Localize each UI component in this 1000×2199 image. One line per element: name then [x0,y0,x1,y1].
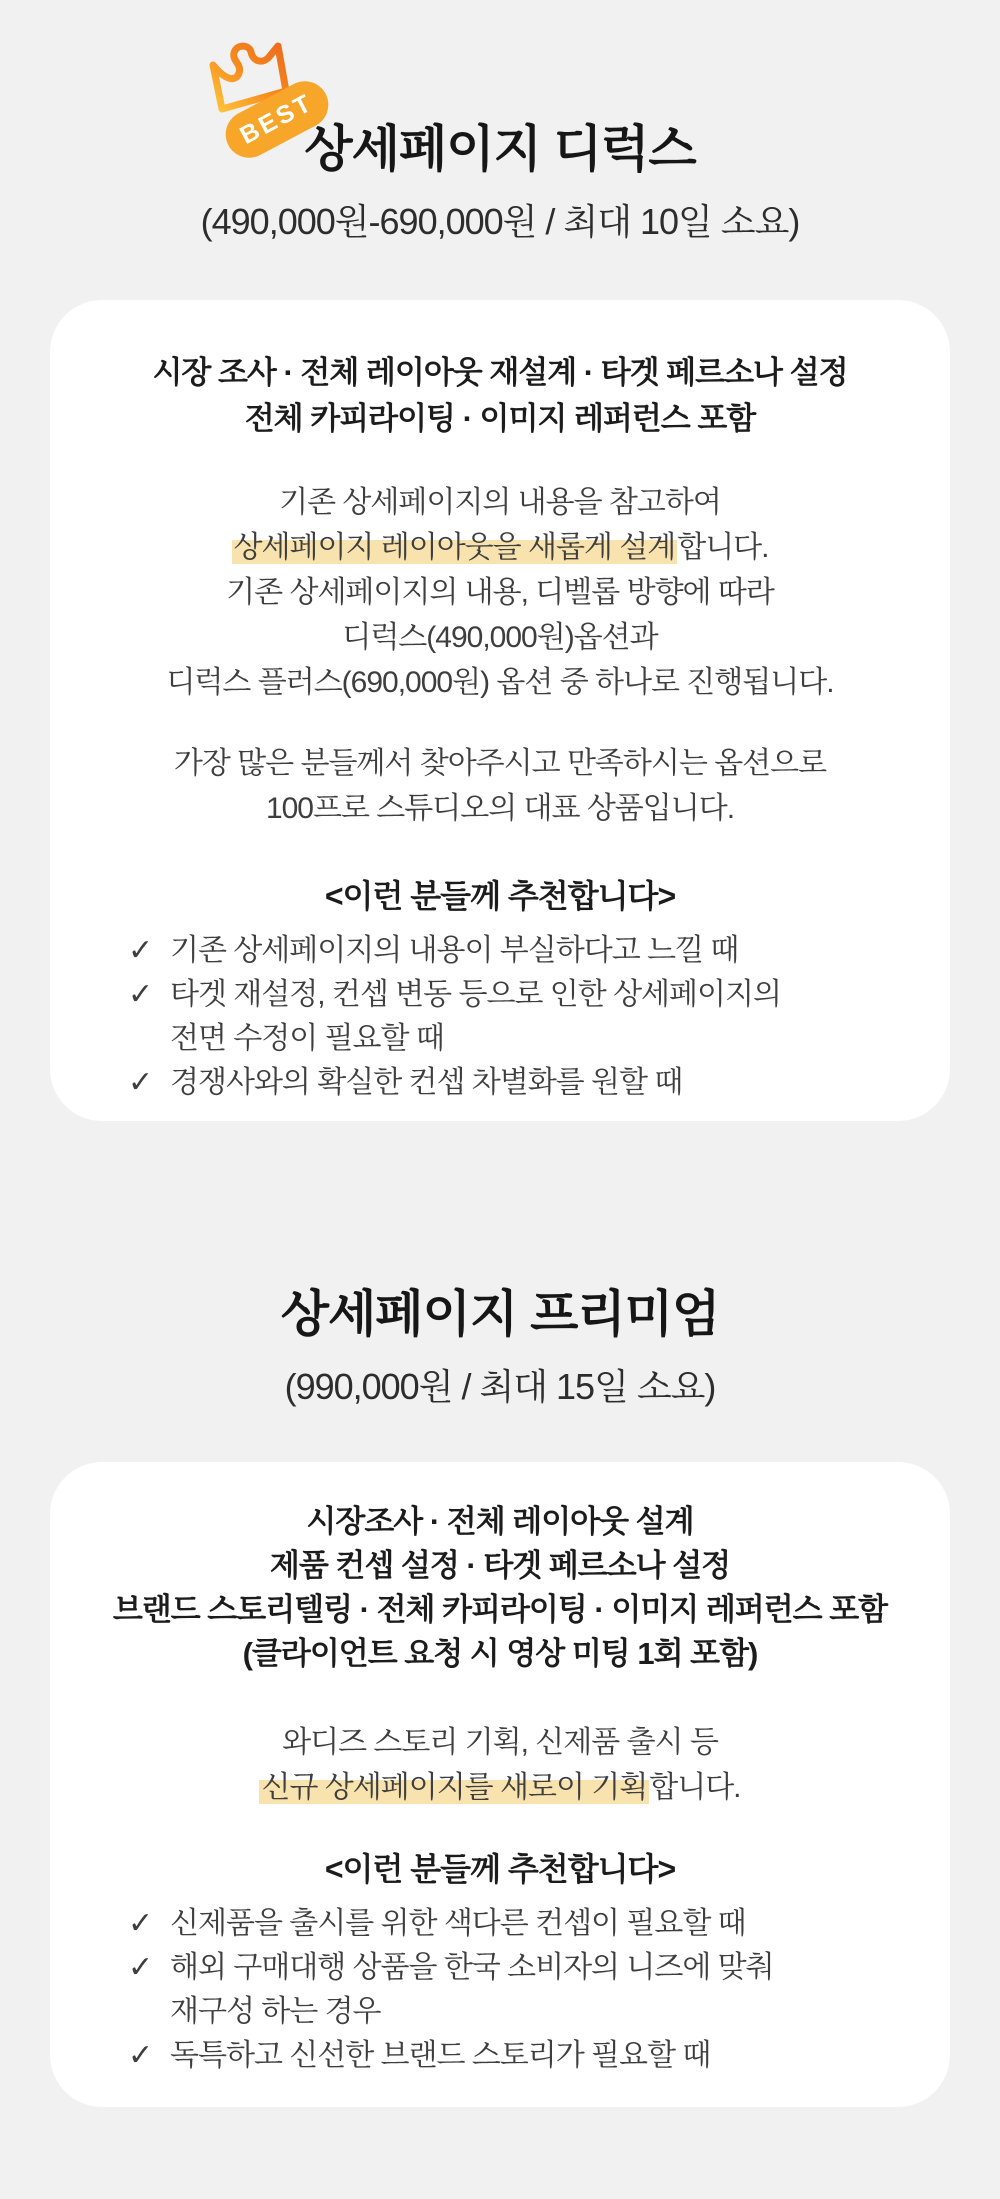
best-badge [206,40,386,175]
check-text-line: 해외 구매대행 상품을 한국 소비자의 니즈에 맞춰 [170,1951,774,1984]
included-line: 시장 조사 · 전체 레이아웃 재설계 · 타겟 페르소나 설정 [152,355,848,390]
premium-description [80,1720,920,1810]
description-line: 디럭스 플러스(690,000원) 옵션 중 하나로 진행됩니다. [166,666,834,699]
check-text: 독특하고 신선한 브랜드 스토리가 필요할 때 [170,2039,711,2072]
check-icon: ✓ [128,2039,153,2072]
description-line: 와디즈 스토리 기획, 신제품 출시 등 [282,1726,718,1759]
deluxe-recommend-title: <이런 분들께 추천합니다> [324,878,676,914]
check-text: 경쟁사와의 확실한 컨셉 차별화를 원할 때 [170,1066,683,1099]
deluxe-included-header [80,350,920,442]
deluxe-header [0,0,1000,242]
closing-line: 가장 많은 분들께서 찾아주시고 만족하시는 옵션으로 [173,747,827,780]
premium-card [50,1462,950,2107]
description-line: 기존 상세페이지의 내용을 참고하여 [279,486,721,519]
description-line: 기존 상세페이지의 내용, 디벨롭 방향에 따라 [226,576,774,609]
check-icon: ✓ [128,934,153,967]
included-line: 전체 카피라이팅 · 이미지 레퍼런스 포함 [244,401,756,436]
premium-price-subtitle: (990,000원 / 최대 15일 소요) [284,1366,716,1407]
check-icon: ✓ [128,1907,153,1940]
deluxe-title: 상세페이지 디럭스 [304,121,696,177]
description-line-highlighted [80,1765,920,1810]
check-item [128,973,920,1061]
check-text [170,1946,920,2034]
highlight-marker: 상세페이지 레이아웃을 새롭게 설계 [233,531,676,564]
check-icon: ✓ [128,1066,153,1099]
description-line-highlighted [80,525,920,570]
best-pill-label: BEST [235,88,319,150]
deluxe-description [80,480,920,705]
deluxe-closing [80,741,920,831]
premium-included-header [80,1500,920,1676]
premium-section [0,1121,1000,2107]
description-line: 디럭스(490,000원)옵션과 [342,621,658,654]
check-text: 신제품을 출시를 위한 색다른 컨셉이 필요할 때 [170,1907,746,1940]
check-icon: ✓ [128,1951,153,1984]
highlight-marker: 신규 상세페이지를 새로이 기획 [261,1771,648,1804]
included-line: (클라이언트 요청 시 영상 미팅 1회 포함) [242,1636,758,1671]
included-line: 시장조사 · 전체 레이아웃 설계 [306,1504,694,1539]
premium-title: 상세페이지 프리미엄 [280,1286,720,1342]
included-line: 브랜드 스토리텔링 · 전체 카피라이팅 · 이미지 레퍼런스 포함 [112,1592,888,1627]
premium-header [0,1121,1000,1407]
premium-checklist [80,1902,920,2078]
deluxe-checklist [80,929,920,1105]
highlight-rest: 합니다. [649,1771,741,1804]
check-item [128,1902,920,1946]
check-item [128,1061,920,1105]
check-item [128,1946,920,2034]
deluxe-price-subtitle: (490,000원-690,000원 / 최대 10일 소요) [200,201,800,242]
check-text-line: 타겟 재설정, 컨셉 변동 등으로 인한 상세페이지의 [170,978,781,1011]
deluxe-card [50,300,950,1121]
check-text-line: 전면 수정이 필요할 때 [170,1022,444,1055]
check-text-line: 재구성 하는 경우 [170,1995,381,2028]
check-text [170,973,920,1061]
included-line: 제품 컨셉 설정 · 타겟 페르소나 설정 [269,1548,731,1583]
closing-line: 100프로 스튜디오의 대표 상품입니다. [265,792,735,825]
check-text: 기존 상세페이지의 내용이 부실하다고 느낄 때 [170,934,739,967]
check-item [128,929,920,973]
check-item [128,2034,920,2078]
highlight-rest: 합니다. [677,531,769,564]
check-icon: ✓ [128,978,153,1011]
premium-recommend-title: <이런 분들께 추천합니다> [324,1851,676,1887]
